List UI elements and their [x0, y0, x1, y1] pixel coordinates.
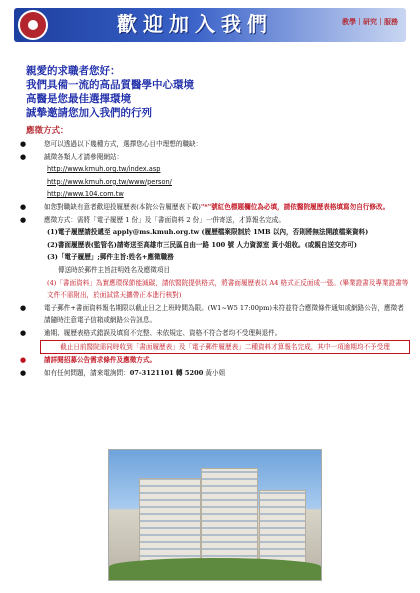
deadline-warning-box: 截止日前醫院需同時收到「書面履歷表」及「電子郵件履歷表」二種資料才算報名完成，其中一項逾期均不予受理 [40, 340, 410, 354]
item-text: 如您對職缺有意者歡迎投履歷表(本院公告履歷表下載) [44, 202, 201, 211]
hospital-logo-icon [18, 10, 48, 40]
building-left [139, 478, 201, 570]
sub-item-4: (4)「書面資料」為實應環保節能減碳，請依醫院提供格式，將書面履歷表以 A4 格式正反面成一張。(畢業證書及專業證書等文件不需附出，於面試當天攜帶正本進行核對) [47, 278, 409, 300]
list-item [18, 138, 410, 151]
list-item [18, 327, 410, 354]
greeting-line-3: 高醫是您最佳選擇環境 [26, 93, 131, 105]
contact-phone: 07-3121101 轉 5200 [129, 368, 204, 377]
sub-item-1: (1)電子履歷請投遞至 apply@ms.kmuh.org.tw (履歷檔案限制於 1MB 以內，否則將無法開啟檔案資料) [47, 228, 369, 237]
sub-item-3: (3)「電子履歷」;郵件主旨:姓名+應徵職務 [47, 253, 174, 262]
contact-person: 黃小姐 [203, 368, 226, 377]
list-item [18, 302, 410, 327]
item-text: 您可以透過以下幾種方式，選擇您心目中理想的職缺： [44, 140, 203, 148]
required-note: "*"號紅色標題欄位為必填，請依醫院履歷表格填寫勿自行修改。 [200, 202, 390, 211]
banner-tagline: 教學｜研究｜服務 [342, 18, 398, 26]
hospital-building-photo [108, 449, 322, 581]
list-item [18, 214, 410, 302]
item-text: 誠徵各類人才請參閱網站： [44, 152, 124, 161]
sub-item-2: (2)書面履歷表(監管名)請寄送至高雄市三民區自由一路 100 號 人力資源室 黃小姐收。(或親自送交亦可) [47, 240, 358, 249]
trees [109, 558, 321, 580]
link-kmuh-person[interactable]: http://www.kmuh.org.tw/www/person/ [47, 177, 172, 186]
sub-item-3b: 傳送時於郵件主旨註明姓名及應徵項目 [58, 265, 171, 274]
banner-title: 歡迎加入我們 [117, 12, 273, 36]
link-104[interactable]: http://www.104.com.tw [47, 190, 124, 199]
item-text: 請詳閱招募公告需求條件及應徵方式。 [44, 355, 157, 364]
list-item [18, 367, 410, 380]
item-text: 逾期、履歷表格式錯誤及填寫不完整、未依規定、資格不符合者均不受理與退件。 [44, 328, 282, 337]
item-text: 電子郵件+書面資料報名期限以截止日之上班時間為限。(W1~W5 17:00pm)未符並符合應徵條件通知或網路公告，應徵者請隨時注意電子信箱或網路公告訊息。 [44, 303, 404, 325]
how-to-apply-heading: 應徵方式： [26, 126, 69, 136]
building-center [201, 468, 258, 570]
greeting-line-4: 誠摯邀請您加入我們的行列 [26, 107, 152, 119]
contact-label: 如有任何問題，請來電詢問： [44, 368, 130, 377]
instruction-list [18, 138, 410, 379]
greeting-line-1: 親愛的求職者您好： [26, 65, 121, 77]
link-kmuh-index[interactable]: http://www.kmuh.org.tw/index.asp [47, 165, 161, 174]
building-right [259, 490, 306, 570]
item-text: 應徵方式：需將「電子履歷 1 份」及「書面資料 2 份」一併寄送，才算報名完成。 [44, 215, 285, 224]
list-item [18, 201, 410, 214]
list-item [18, 354, 410, 367]
greeting-line-2: 我們具備一流的高品質醫學中心環境 [26, 79, 194, 91]
list-item [18, 151, 410, 201]
